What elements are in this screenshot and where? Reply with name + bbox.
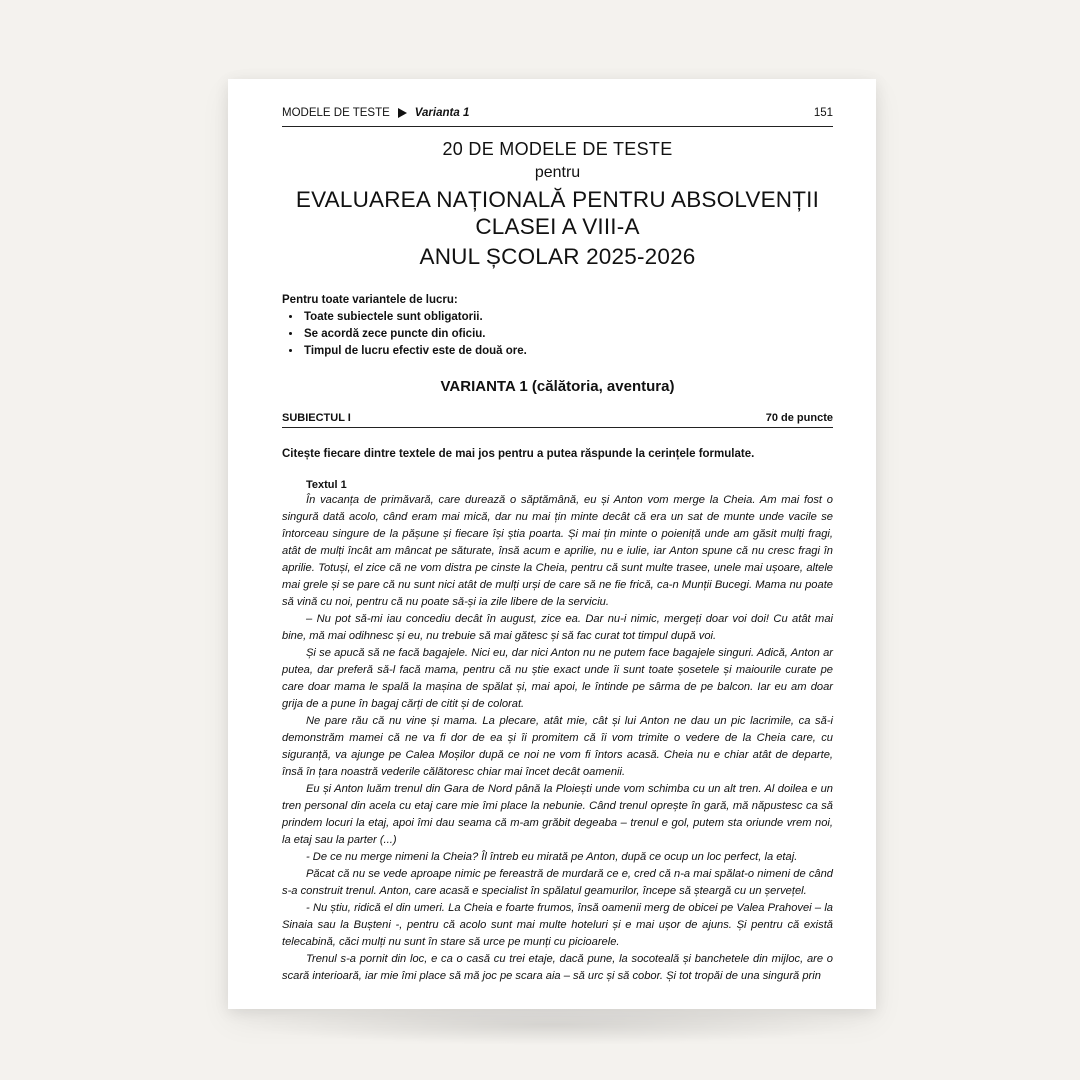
subject-points: 70 de puncte bbox=[765, 411, 833, 424]
running-header bbox=[282, 105, 833, 127]
general-instructions bbox=[282, 292, 833, 360]
paragraph: Trenul s-a pornit din loc, e ca o casă cu trei etaje, dacă pune, la socoteală și banchetele din mijloc, are o scară interioară, iar mie îmi place să mă joc pe scara aia – să urc și să cobor. Și tot tropăi de una singură prin bbox=[282, 952, 833, 982]
title-line-3: EVALUAREA NAȚIONALĂ PENTRU ABSOLVENȚII CLASEI A VIII-A bbox=[295, 186, 820, 239]
general-intro: Pentru toate variantele de lucru: bbox=[282, 293, 458, 306]
rule-item: • Timpul de lucru efectiv este de două ore. bbox=[302, 343, 833, 360]
arrow-right-icon bbox=[398, 108, 407, 118]
subject-header bbox=[282, 412, 833, 428]
title-line-1: 20 DE MODELE DE TESTE bbox=[442, 139, 673, 159]
page-number: 151 bbox=[813, 107, 833, 119]
title-line-2: pentru bbox=[534, 163, 581, 181]
paragraph: – Nu pot să-mi iau concediu decât în august, zice ea. Dar nu-i nimic, mergeți doar voi doi! Cu atât mai bine, mă mai odihnesc și eu, nu trebuie să mai gătesc și să fac curat tot timpul după voi. bbox=[282, 612, 833, 642]
page-shadow bbox=[236, 1005, 868, 1045]
rule-item: • Se acordă zece puncte din oficiu. bbox=[302, 326, 833, 343]
paragraph: - De ce nu merge nimeni la Cheia? Îl întreb eu mirată pe Anton, după ce ocup un loc perfect, la etaj. bbox=[306, 850, 798, 863]
variant-label: Varianta 1 bbox=[414, 107, 470, 119]
text-body bbox=[282, 492, 833, 985]
title-line-4: ANUL ȘCOLAR 2025-2026 bbox=[419, 243, 696, 269]
running-header-left bbox=[282, 107, 469, 119]
text-title: Textul 1 bbox=[306, 478, 347, 491]
section-label: MODELE DE TESTE bbox=[282, 107, 390, 119]
reading-instruction: Citește fiecare dintre textele de mai jos pentru a putea răspunde la cerințele formulate. bbox=[282, 447, 755, 460]
paragraph: Ne pare rău că nu vine și mama. La plecare, atât mie, cât și lui Anton ne dau un pic lacrimile, ca să-i demonstrăm mamei că ne va fi dor de ea și îi promitem că îi vom trimite o vedere de la Cheia care, cu siguranță, va ajunge pe Calea Moșilor după ce noi ne vom fi întors acasă. Cheia nu e chiar atât de departe, însă în țara noastră vederile călătoresc chiar mai încet decât oamenii. bbox=[282, 714, 833, 778]
rule-item: • Toate subiectele sunt obligatorii. bbox=[302, 309, 833, 326]
rules-list bbox=[282, 309, 833, 360]
subject-name: SUBIECTUL I bbox=[282, 411, 351, 424]
title-block bbox=[282, 139, 833, 270]
paragraph: - Nu știu, ridică el din umeri. La Cheia e foarte frumos, însă oamenii merg de obicei pe Valea Prahovei – la Sinaia sau la Bușteni -, pentru că acolo sunt mai multe hoteluri și e mai ușor de ajuns. Și pentru că există telecabină, căci mulți nu sunt în stare să urce pe munți cu picioarele. bbox=[282, 901, 833, 948]
paragraph: Și se apucă să ne facă bagajele. Nici eu, dar nici Anton nu ne putem face bagajele singuri. Adică, Anton ar putea, dar preferă să-l facă mama, pentru că nu știe exact unde îi sunt toate șosetele și maiourile curate pe care doar mama le spală la mașina de spălat și, mai apoi, le întinde pe sârma de pe balcon. Iar eu am doar grija de a pune în bagaj cărți de citit și de colorat. bbox=[282, 646, 833, 710]
paragraph: În vacanța de primăvară, care durează o săptămână, eu și Anton vom merge la Cheia. Am mai fost o singură dată acolo, când eram mai mică, dar nu mai țin minte decât că era un sat de munte unde vacile se întorceau singure de la pășune și fiecare își știa poarta. Și mai țin minte o poieniță unde am găsit mulți fragi, atât de mulți încât am mâncat pe săturate, însă acum e aprilie, nu e iulie, iar Anton spune că nu cresc fragi în aprilie. Totuși, el zice că ne vom distra pe cinste la Cheia, pentru că sunt multe trasee, unele mai ușoare, altele mai grele și se pare că nu sunt nici atât de mulți urși de care să ne fie frică, ca-n Munții Bucegi. Mama nu poate să vină cu noi, pentru că nu poate să-și ia zile libere de la serviciu. bbox=[282, 493, 833, 608]
variant-title: VARIANTA 1 (călătoria, aventura) bbox=[440, 377, 675, 395]
paragraph: Păcat că nu se vede aproape nimic pe fereastră de murdară ce e, cred că n-a mai spălat-o nimeni de când s-a construit trenul. Anton, care acasă e specialist în spălatul geamurilor, începe să șteargă cu un șervețel. bbox=[282, 867, 833, 897]
document-page bbox=[228, 79, 876, 1009]
paragraph: Eu și Anton luăm trenul din Gara de Nord până la Ploiești unde vom schimba cu un alt tren. Al doilea e un tren personal din acela cu etaj care mie îmi place la nebunie. Când trenul oprește în gară, mă năpustesc ca să prindem locuri la etaj, apoi îmi dau seama că m-am grăbit degeaba – trenul e gol, putem sta oriunde vrem noi, la etaj sau la parter (...) bbox=[282, 782, 833, 846]
